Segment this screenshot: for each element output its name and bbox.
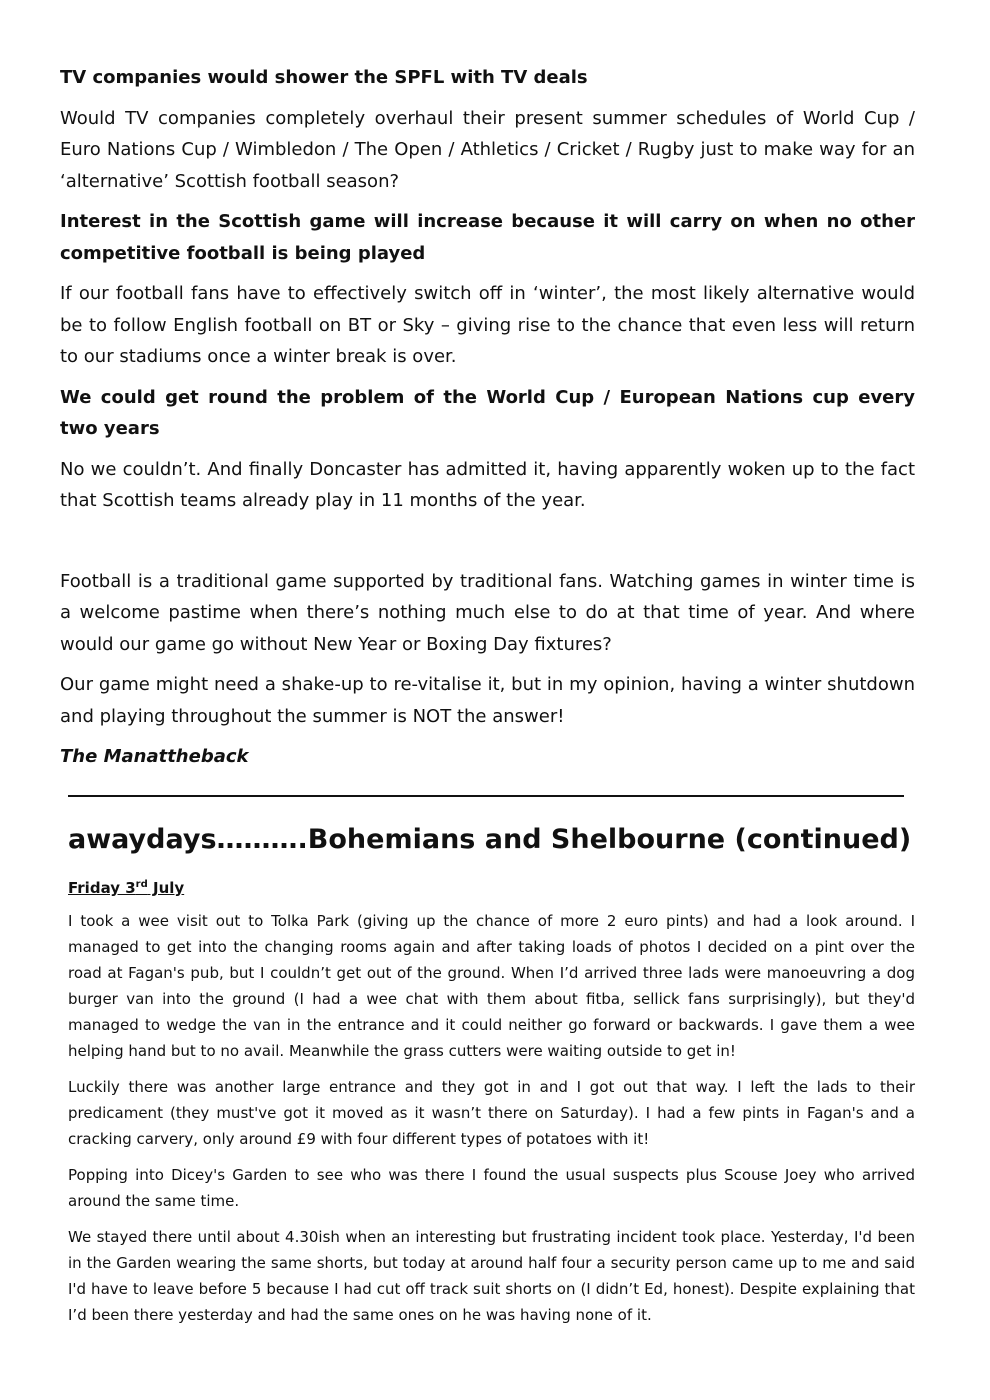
awaydays-paragraph: Popping into Dicey's Garden to see who was there I found the usual suspects plus Scouse Joey who arrived around the same time.: [68, 1166, 915, 1210]
opinion-article: [60, 62, 915, 782]
article-paragraph: Football is a traditional game supported by traditional fans. Watching games in winter time is a welcome pastime when there’s nothing much else to do at that time of year. And where would our game go without New Year or Boxing Day fixtures?: [60, 570, 915, 655]
article-paragraph: Our game might need a shake-up to re-vitalise it, but in my opinion, having a winter shutdown and playing throughout the summer is NOT the answer!: [60, 674, 915, 727]
author-signature: The Manattheback: [60, 746, 249, 767]
article-heading: Interest in the Scottish game will increase because it will carry on when no other competitive football is being played: [60, 211, 915, 264]
awaydays-paragraph: I took a wee visit out to Tolka Park (giving up the chance of more 2 euro pints) and had a look around. I managed to get into the changing rooms again and after taking loads of photos I decided on a pint over the road at Fagan's pub, but I couldn’t get out of the ground. When I’d arrived three lads were manoeuvring a dog burger van into the ground (I had a wee chat with them about fitba, sellick fans surprisingly), but they'd managed to wedge the van in the entrance and it could neither go forward or backwards. I gave them a wee helping hand but to no avail. Meanwhile the grass cutters were waiting outside to get in!: [68, 912, 915, 1060]
awaydays-section: [68, 820, 915, 1338]
date-month: July: [147, 879, 185, 897]
article-heading: TV companies would shower the SPFL with TV deals: [60, 67, 588, 88]
article-heading: We could get round the problem of the World Cup / European Nations cup every two years: [60, 386, 915, 439]
article-paragraph: No we couldn’t. And finally Doncaster has admitted it, having apparently woken up to the fact that Scottish teams already play in 11 months of the year.: [60, 458, 915, 511]
article-paragraph: Would TV companies completely overhaul their present summer schedules of World Cup / Euro Nations Cup / Wimbledon / The Open / Athletics / Cricket / Rugby just to make way for an ‘alternative’ Scottish football season?: [60, 107, 915, 192]
section-divider: [68, 795, 904, 797]
awaydays-paragraph: Luckily there was another large entrance and they got in and I got out that way. I left the lads to their predicament (they must've got it moved as it wasn’t there on Saturday). I had a few pints in Fagan's and a cracking carvery, only around £9 with four different types of potatoes with it!: [68, 1078, 915, 1148]
date-ordinal: rd: [135, 879, 148, 890]
article-paragraph: If our football fans have to effectively switch off in ‘winter’, the most likely alternative would be to follow English football on BT or Sky – giving rise to the chance that even less will return to our stadiums once a winter break is over.: [60, 283, 915, 367]
date-day: Friday 3: [68, 879, 136, 897]
paragraph-gap: [60, 526, 915, 566]
date-heading: [68, 874, 915, 899]
awaydays-paragraph: We stayed there until about 4.30ish when an interesting but frustrating incident took place. Yesterday, I'd been in the Garden wearing the same shorts, but today at around half four a security person came up to me and said I'd have to leave before 5 because I had cut off track suit shorts on (I didn’t Ed, honest). Despite explaining that I’d been there yesterday and had the same ones on he was having none of it.: [68, 1228, 915, 1324]
section-title: awaydays……….Bohemians and Shelbourne (continued): [68, 824, 912, 855]
